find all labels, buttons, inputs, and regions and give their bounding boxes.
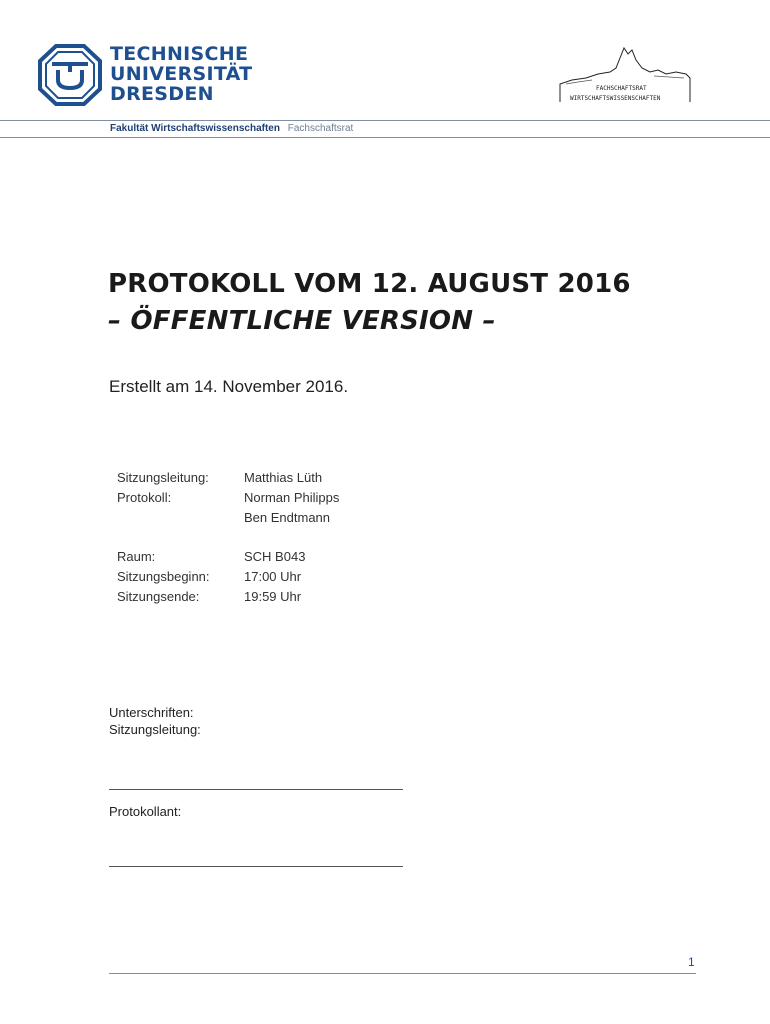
beginn-value: 17:00 Uhr: [244, 569, 302, 584]
meeting-details-block: [117, 547, 417, 607]
header-rule-top: [0, 120, 770, 121]
created-date: Erstellt am 14. November 2016.: [109, 377, 349, 396]
raum-label: Raum:: [117, 549, 156, 564]
protokoll-value-1: Norman Philipps: [244, 490, 340, 505]
department-name: Fachschaftsrat: [287, 123, 354, 134]
signatures-heading: Unterschriften:: [109, 705, 194, 720]
signature-protokollant-label: Protokollant:: [109, 804, 182, 819]
university-name-line-3: DRESDEN: [110, 83, 214, 105]
title-line-1: PROTOKOLL VOM 12. AUGUST 2016: [108, 269, 631, 299]
university-name-line-1: TECHNISCHE: [110, 43, 249, 65]
protokoll-label: Protokoll:: [117, 490, 172, 505]
meeting-people-block: [117, 468, 417, 528]
signature-line-protokollant: [109, 866, 403, 867]
beginn-label: Sitzungsbeginn:: [117, 569, 210, 584]
signatures-block: [109, 704, 201, 738]
signature-line-leitung: [109, 789, 403, 790]
faculty-name: Fakultät Wirtschaftswissenschaften: [110, 123, 280, 134]
faculty-line: [110, 123, 353, 134]
protokoll-value-2: Ben Endtmann: [244, 510, 331, 525]
title-line-2: – ÖFFENTLICHE VERSION –: [108, 306, 496, 336]
fachschaftsrat-logo: [558, 44, 694, 106]
tu-dresden-logo-icon: [38, 44, 102, 106]
leitung-value: Matthias Lüth: [244, 470, 323, 485]
signature-leitung-label: Sitzungsleitung:: [109, 722, 201, 737]
header-rule-bottom: [0, 137, 770, 138]
leitung-label: Sitzungsleitung:: [117, 470, 209, 485]
ende-value: 19:59 Uhr: [244, 589, 302, 604]
fsr-logo-text-2: WIRTSCHAFTSWISSENSCHAFTEN: [570, 95, 661, 102]
university-name: [110, 44, 252, 104]
raum-value: SCH B043: [244, 549, 306, 564]
document-title: [108, 266, 708, 340]
footer-rule: [109, 973, 696, 974]
university-name-line-2: UNIVERSITÄT: [110, 63, 253, 85]
page-number: 1: [688, 955, 695, 969]
ende-label: Sitzungsende:: [117, 589, 200, 604]
fsr-logo-text-1: FACHSCHAFTSRAT: [596, 85, 647, 92]
